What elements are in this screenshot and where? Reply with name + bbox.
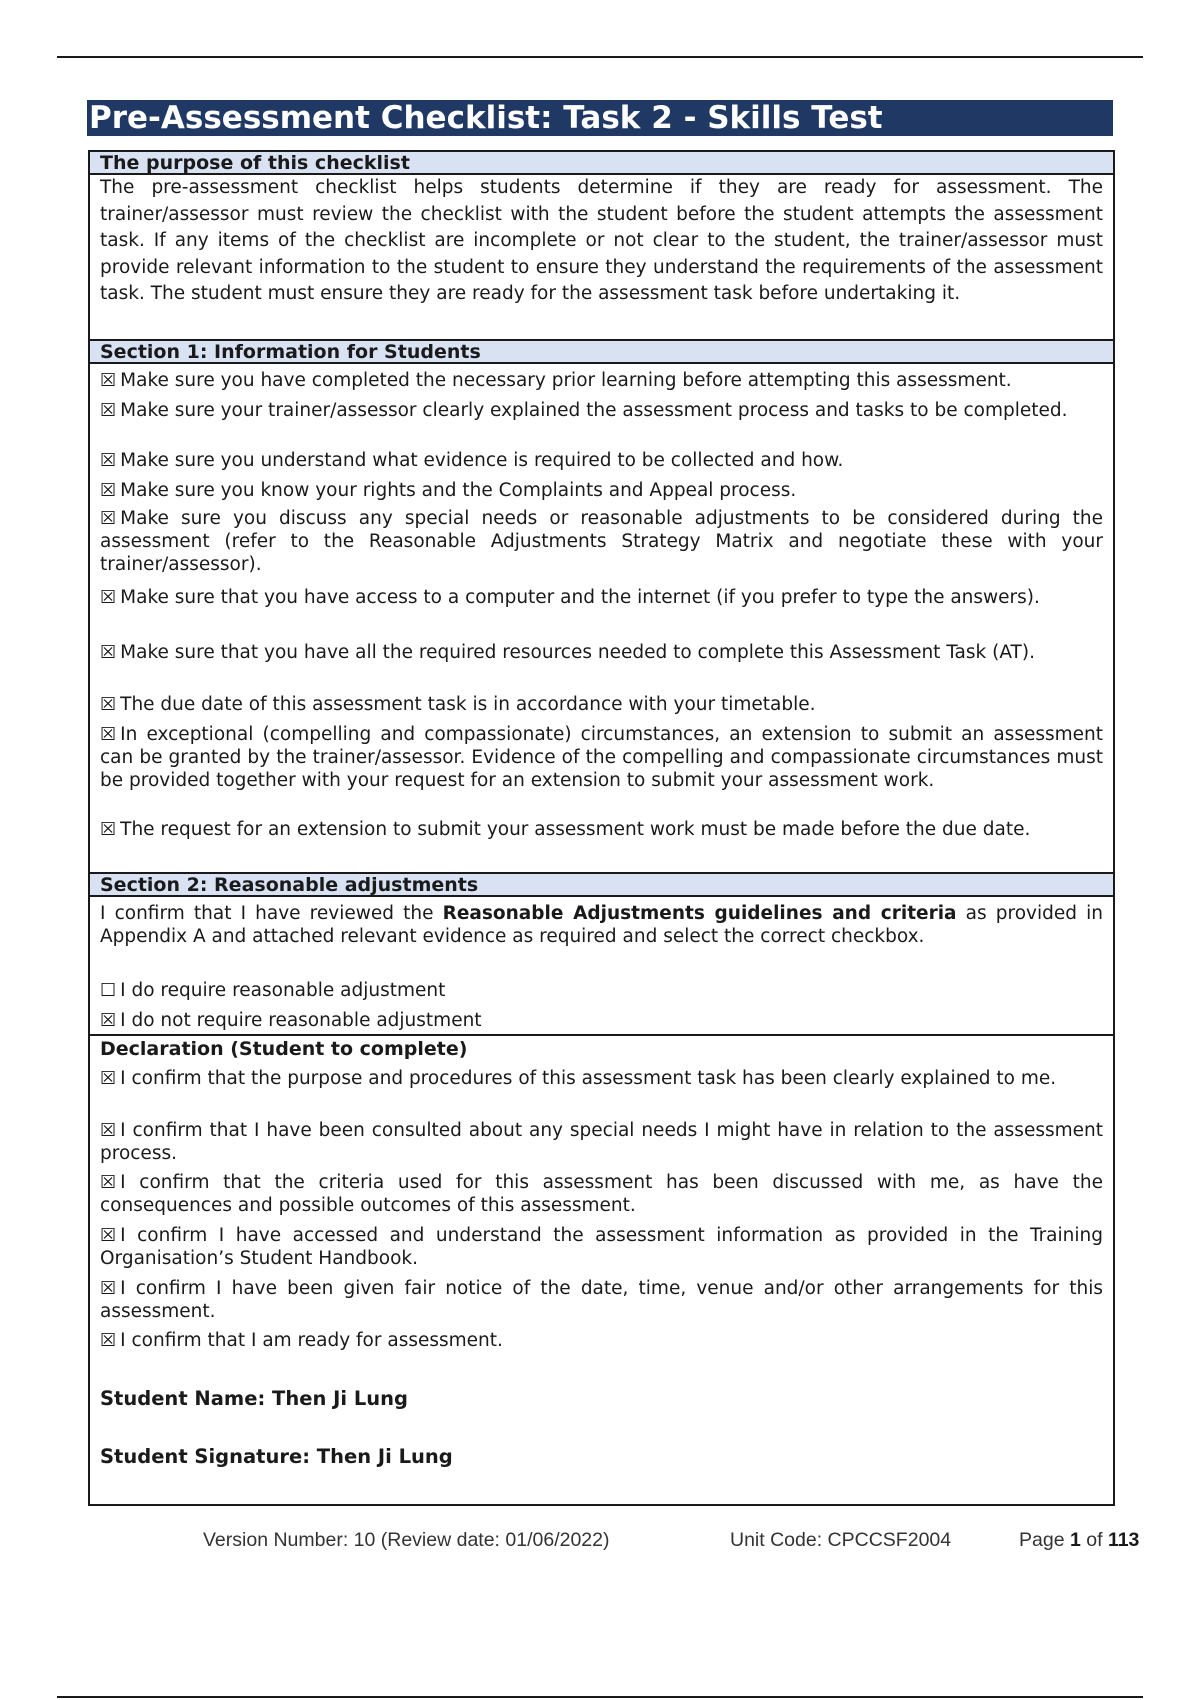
declaration-item (100, 1277, 1103, 1323)
footer-page-number (1019, 1529, 1139, 1552)
checked-box-icon[interactable]: ☒ (100, 370, 117, 391)
item-text: Make sure your trainer/assessor clearly explained the assessment process and tasks to be completed. (120, 400, 1068, 421)
checked-box-icon[interactable]: ☒ (100, 1010, 117, 1031)
confirm-text-pre: I confirm that I have reviewed the (100, 903, 443, 924)
section1-item (100, 693, 1103, 716)
page-word: Page (1019, 1529, 1070, 1551)
checked-box-icon[interactable]: ☒ (100, 1068, 117, 1089)
footer-version: Version Number: 10 (Review date: 01/06/2022) (203, 1529, 610, 1551)
item-text: I confirm that the purpose and procedures of this assessment task has been clearly explained to me. (120, 1068, 1057, 1089)
checked-box-icon[interactable]: ☒ (100, 1225, 117, 1246)
section1-heading: Section 1: Information for Students (90, 341, 1113, 364)
item-text: Make sure that you have all the required resources needed to complete this Assessment Task (AT). (120, 642, 1035, 663)
checked-box-icon[interactable]: ☒ (100, 587, 117, 608)
item-text: I confirm that the criteria used for this assessment has been discussed with me, as have the consequences and possible outcomes of this assessment. (100, 1172, 1103, 1216)
item-text: Make sure that you have access to a computer and the internet (if you prefer to type the answers). (120, 587, 1040, 608)
checked-box-icon[interactable]: ☒ (100, 819, 117, 840)
declaration-item (100, 1329, 1103, 1352)
item-text: Make sure you discuss any special needs or reasonable adjustments to be considered during the assessment (refer to the Reasonable Adjustments Strategy Matrix and negotiate these with your trainer/assessor). (100, 508, 1103, 575)
checked-box-icon[interactable]: ☒ (100, 480, 117, 501)
checked-box-icon[interactable]: ☒ (100, 400, 117, 421)
item-text: Make sure you have completed the necessary prior learning before attempting this assessment. (120, 370, 1012, 391)
section1-item (100, 723, 1103, 792)
item-text: I confirm I have been given fair notice of the date, time, venue and/or other arrangements for this assessment. (100, 1278, 1103, 1322)
item-text: Make sure you know your rights and the Complaints and Appeal process. (120, 480, 797, 501)
checked-box-icon[interactable]: ☒ (100, 1330, 117, 1351)
page-current: 1 (1069, 1529, 1081, 1551)
checklist-table (88, 150, 1115, 1506)
checked-box-icon[interactable]: ☒ (100, 508, 117, 529)
no-adjustment-option (100, 1009, 1103, 1032)
confirm-text-post: as provided in Appendix A and attached relevant evidence as required and select the correct checkbox. (100, 903, 1103, 947)
checked-box-icon[interactable]: ☒ (100, 642, 117, 663)
declaration-item (100, 1067, 1103, 1090)
checked-box-icon[interactable]: ☒ (100, 724, 117, 745)
purpose-heading: The purpose of this checklist (90, 152, 1113, 175)
item-text: The request for an extension to submit your assessment work must be made before the due date. (120, 819, 1031, 840)
item-text: I confirm that I have been consulted about any special needs I might have in relation to the assessment process. (100, 1120, 1103, 1164)
confirm-text-bold: Reasonable Adjustments guidelines and criteria (442, 903, 957, 924)
checked-box-icon[interactable]: ☒ (100, 450, 117, 471)
option-text: I do not require reasonable adjustment (120, 1010, 482, 1031)
checked-box-icon[interactable]: ☒ (100, 694, 117, 715)
declaration-item (100, 1119, 1103, 1165)
section1-item (100, 641, 1103, 664)
section1-item (100, 507, 1103, 576)
checked-box-icon[interactable]: ☒ (100, 1120, 117, 1141)
declaration-heading: Declaration (Student to complete) (100, 1038, 468, 1060)
item-text: I confirm that I am ready for assessment. (120, 1330, 503, 1351)
checked-box-icon[interactable]: ☒ (100, 1172, 117, 1193)
section2-confirm-text (100, 902, 1103, 948)
section1-item (100, 369, 1103, 392)
require-adjustment-option (100, 979, 1103, 1002)
declaration-item (100, 1171, 1103, 1217)
item-text: In exceptional (compelling and compassionate) circumstances, an extension to submit an assessment can be granted by the trainer/assessor. Evidence of the compelling and compassionate circumstances must be provided together with your request for an extension to submit your assessment work. (100, 724, 1103, 791)
unchecked-box-icon[interactable]: ☐ (100, 980, 117, 1001)
section2-heading: Section 2: Reasonable adjustments (90, 874, 1113, 897)
section1-item (100, 586, 1103, 609)
footer-unit-code: Unit Code: CPCCSF2004 (730, 1529, 952, 1551)
item-text: I confirm I have accessed and understand the assessment information as provided in the Training Organisation’s Student Handbook. (100, 1225, 1103, 1269)
item-text: Make sure you understand what evidence is required to be collected and how. (120, 450, 844, 471)
page-total: 113 (1107, 1529, 1140, 1551)
divider (90, 1034, 1113, 1036)
page-title: Pre-Assessment Checklist: Task 2 - Skills Test (87, 100, 1113, 136)
section1-item (100, 818, 1103, 841)
student-signature: Student Signature: Then Ji Lung (100, 1445, 453, 1468)
of-word: of (1080, 1529, 1108, 1551)
section1-item (100, 449, 1103, 472)
declaration-item (100, 1224, 1103, 1270)
header-rule (57, 56, 1143, 58)
section1-item (100, 479, 1103, 502)
section1-item (100, 399, 1103, 422)
footer-rule (57, 1696, 1143, 1698)
purpose-text: The pre-assessment checklist helps students determine if they are ready for assessment. The trainer/assessor must review the checklist with the student before the student attempts the assessment task. If any items of the checklist are incomplete or not clear to the student, the trainer/assessor must provide relevant information to the student to ensure they understand the requirements of the assessment task. The student must ensure they are ready for the assessment task before undertaking it. (100, 177, 1103, 304)
checked-box-icon[interactable]: ☒ (100, 1278, 117, 1299)
student-name: Student Name: Then Ji Lung (100, 1387, 408, 1410)
option-text: I do require reasonable adjustment (120, 980, 446, 1001)
item-text: The due date of this assessment task is in accordance with your timetable. (120, 694, 816, 715)
